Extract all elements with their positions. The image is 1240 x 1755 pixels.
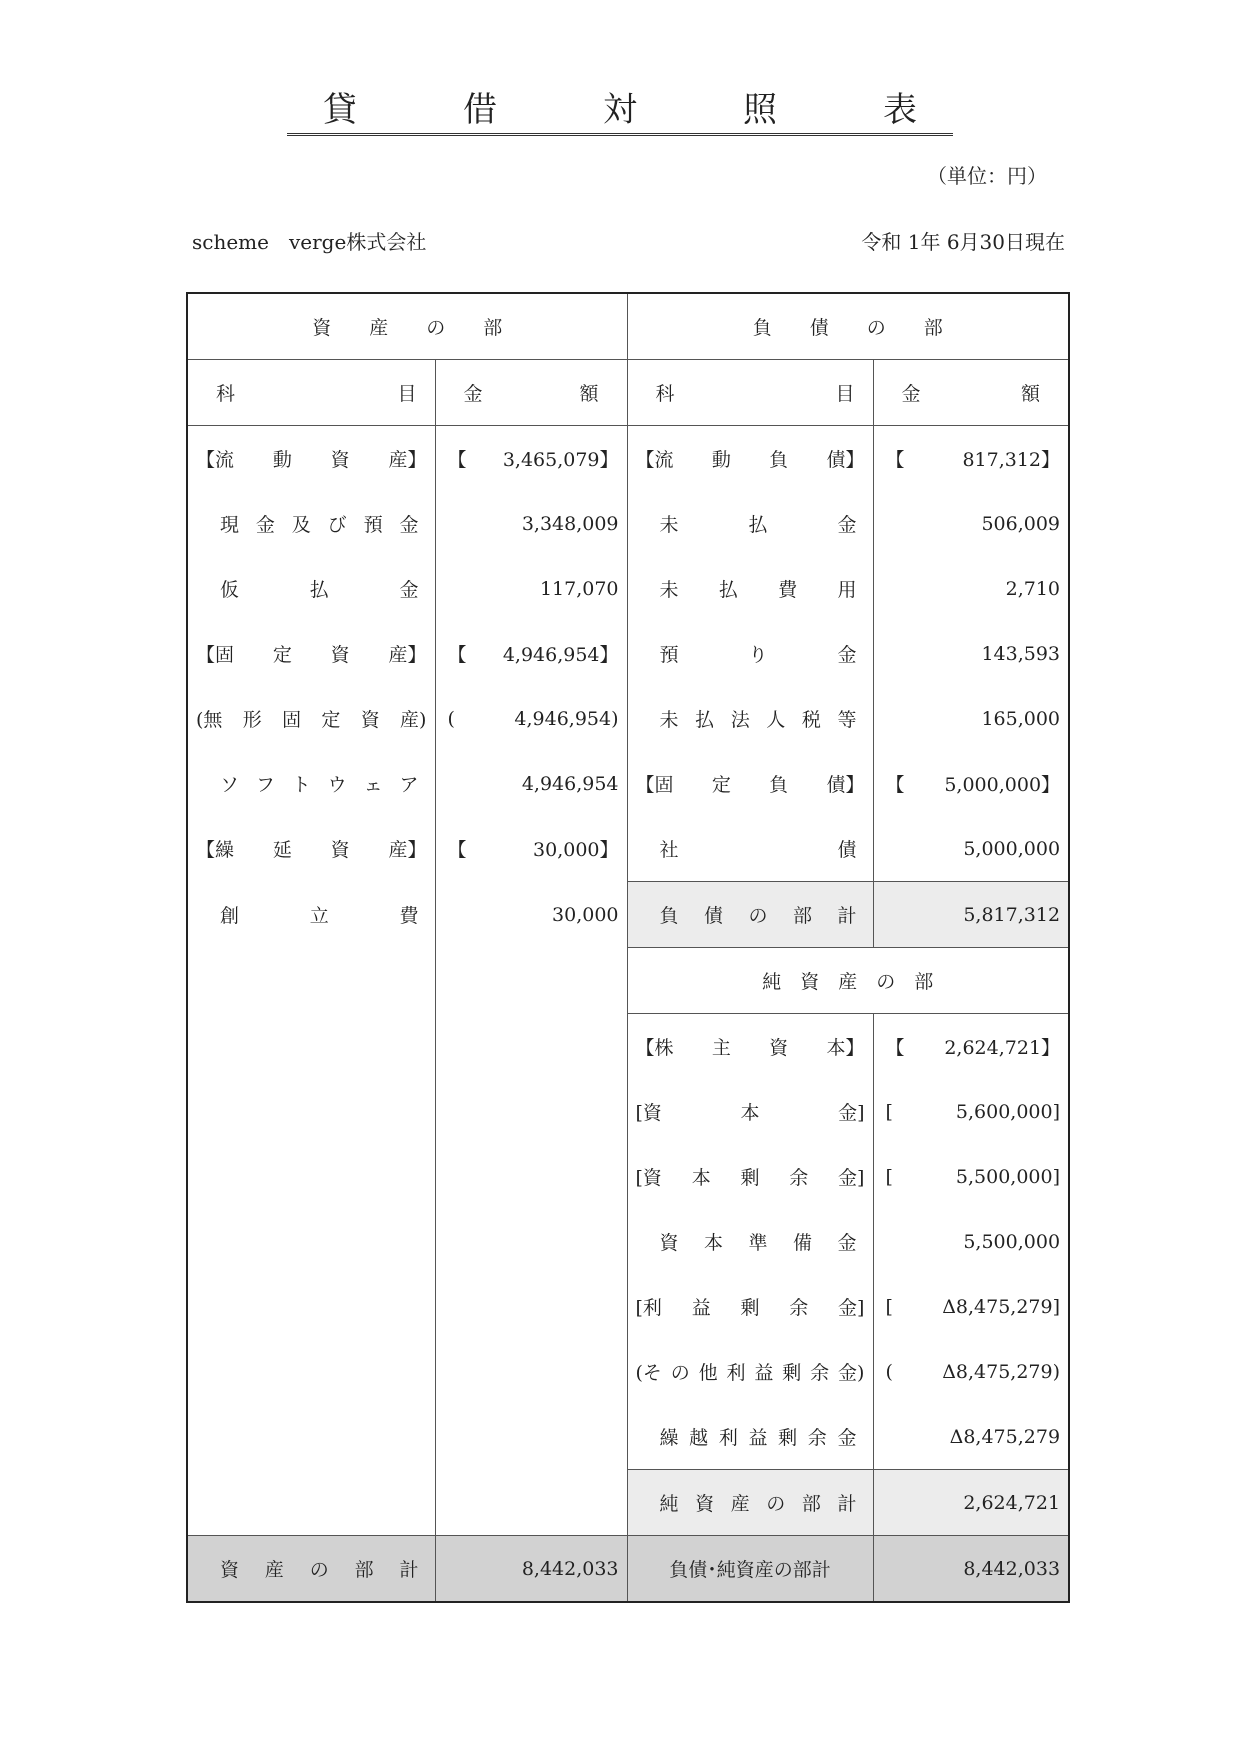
- table-row: [187, 1079, 1069, 1144]
- item-cell: [187, 621, 435, 686]
- empty-cell: [187, 1209, 435, 1274]
- empty-cell: [187, 1339, 435, 1404]
- label-char: 資: [330, 839, 350, 862]
- item-label: [660, 640, 857, 667]
- label-char: 金: [837, 1232, 857, 1254]
- bracket-open: 【: [447, 449, 467, 471]
- item-label: [220, 575, 419, 602]
- amount-cell: [873, 491, 1069, 556]
- empty-cell: [187, 948, 435, 1014]
- label-char: 剰: [782, 1362, 802, 1384]
- amount-cell: [435, 882, 627, 948]
- label-char: 動: [711, 449, 731, 471]
- label-char: 金: [901, 383, 921, 405]
- item-label: [464, 379, 599, 406]
- empty-cell: [187, 1404, 435, 1470]
- item-label: [196, 640, 427, 667]
- table-row: [187, 1470, 1069, 1536]
- item-cell: [627, 816, 873, 882]
- label-char: 余: [789, 1167, 809, 1189]
- item-label: [660, 1489, 857, 1516]
- amount-value: 5,500,000]: [955, 1165, 1061, 1188]
- item-label: [220, 901, 419, 928]
- label-char: 金: [399, 514, 419, 536]
- label-char: 剰: [740, 1167, 760, 1189]
- amount-cell: [873, 1274, 1069, 1339]
- amount-value: 30,000: [552, 903, 619, 926]
- label-char: 払: [309, 579, 329, 601]
- amount-cell: [873, 1339, 1069, 1404]
- label-char: 部: [354, 1559, 374, 1581]
- label-char: 産): [400, 709, 427, 731]
- label-char: び: [327, 514, 347, 536]
- amount-cell: [873, 621, 1069, 686]
- label-char: 金]: [838, 1102, 865, 1124]
- label-char: 費: [778, 579, 798, 601]
- amount-cell: [873, 1079, 1069, 1144]
- amount-cell: [873, 816, 1069, 882]
- label-char: 仮: [220, 579, 240, 601]
- label-char: 主: [711, 1037, 731, 1059]
- assets-total-label: [187, 1536, 435, 1603]
- bracket-open: [: [885, 1295, 893, 1318]
- empty-cell: [435, 1404, 627, 1470]
- label-char: ア: [399, 774, 419, 796]
- table-row: [187, 1404, 1069, 1470]
- amount-value: 4,946,954】: [502, 644, 619, 666]
- amount-value: Δ8,475,279: [949, 1425, 1061, 1448]
- item-cell: [187, 686, 435, 751]
- amount-value: 4,946,954): [514, 707, 619, 730]
- label-char: 産: [264, 1559, 284, 1581]
- amount-cell: [873, 556, 1069, 621]
- item-cell: [627, 1339, 873, 1404]
- bracket-open: 【: [447, 839, 467, 862]
- label-char: 科: [216, 383, 236, 405]
- label-char: 金]: [838, 1297, 865, 1319]
- amount-cell: [873, 1014, 1069, 1080]
- amount-value: 117,070: [539, 577, 619, 600]
- label-char: 部: [801, 1493, 821, 1515]
- label-char: 動: [272, 449, 292, 471]
- empty-cell: [435, 1014, 627, 1080]
- label-char: 負: [769, 449, 789, 471]
- table-row: [187, 686, 1069, 751]
- label-char: 費: [399, 905, 419, 927]
- amount-value: 2,624,721】: [944, 1037, 1061, 1059]
- empty-cell: [435, 1470, 627, 1536]
- item-label: [636, 1033, 865, 1060]
- amount-cell: [435, 751, 627, 816]
- label-char: 本: [691, 1167, 711, 1189]
- label-char: 額: [1021, 383, 1041, 405]
- liabilities-net-total-value: 8,442,033: [873, 1536, 1069, 1603]
- amount-value: 4,946,954: [521, 772, 619, 795]
- empty-cell: [435, 1274, 627, 1339]
- item-cell: [627, 882, 873, 948]
- amount-value: 2,624,721: [963, 1491, 1061, 1514]
- amount-value: 5,500,000: [963, 1230, 1061, 1253]
- amount-value: 30,000】: [533, 839, 619, 862]
- net-assets-section-header: 純 資 産 の 部: [627, 948, 1069, 1014]
- bracket-open: 【: [885, 1037, 905, 1059]
- item-label: [636, 1098, 865, 1125]
- item-cell: [627, 1079, 873, 1144]
- label-char: 純: [659, 1493, 679, 1515]
- amount-cell: [435, 491, 627, 556]
- label-char: 【流: [196, 449, 235, 471]
- item-column-header: [627, 360, 873, 426]
- liabilities-section-header: 負 債 の 部: [627, 293, 1069, 360]
- label-char: 金]: [838, 1167, 865, 1189]
- amount-cell: [435, 686, 627, 751]
- label-char: 剰: [740, 1297, 760, 1319]
- item-label: [636, 445, 865, 472]
- label-char: 部: [792, 905, 812, 927]
- item-label: [636, 770, 865, 797]
- label-char: [資: [635, 1167, 662, 1189]
- label-char: 計: [399, 1559, 419, 1581]
- company-name: scheme verge株式会社: [192, 230, 427, 254]
- item-cell: [627, 686, 873, 751]
- label-char: 剰: [778, 1427, 798, 1449]
- label-char: 利: [718, 1427, 738, 1449]
- label-char: ェ: [363, 774, 383, 796]
- label-char: 産】: [388, 839, 427, 862]
- empty-cell: [187, 1470, 435, 1536]
- label-char: 預: [659, 644, 679, 666]
- empty-cell: [187, 1079, 435, 1144]
- report-date: 令和 1年 6月30日現在: [861, 230, 1065, 254]
- empty-cell: [435, 1079, 627, 1144]
- amount-value: 817,312】: [962, 449, 1061, 471]
- item-cell: [627, 621, 873, 686]
- bracket-open: (: [447, 707, 455, 730]
- item-cell: [627, 556, 873, 621]
- label-char: 余: [810, 1362, 830, 1384]
- label-char: 固: [282, 709, 302, 731]
- empty-cell: [187, 1144, 435, 1209]
- item-label: [196, 445, 427, 472]
- label-char: 目: [397, 383, 417, 405]
- table-row: [187, 1144, 1069, 1209]
- label-char: 益: [754, 1362, 774, 1384]
- amount-value: 143,593: [981, 642, 1061, 665]
- item-cell: [627, 1014, 873, 1080]
- amount-value: 5,600,000]: [955, 1100, 1061, 1123]
- label-char: 払: [748, 514, 768, 536]
- label-char: [資: [635, 1102, 662, 1124]
- label-char: 払: [695, 709, 715, 731]
- label-char: 金: [399, 579, 419, 601]
- label-char: 資: [330, 644, 350, 666]
- amount-value: 5,817,312: [963, 903, 1061, 926]
- empty-cell: [435, 948, 627, 1014]
- amount-cell: [435, 621, 627, 686]
- item-cell: [627, 1209, 873, 1274]
- bracket-open: [: [885, 1100, 893, 1123]
- table-row: [187, 621, 1069, 686]
- empty-cell: [435, 1209, 627, 1274]
- label-char: 人: [766, 709, 786, 731]
- item-label: [636, 1163, 865, 1190]
- label-char: 負: [769, 774, 789, 796]
- table-row: [187, 1339, 1069, 1404]
- amount-value: 5,000,000: [963, 837, 1061, 860]
- item-label: [660, 1228, 857, 1255]
- bracket-open: 【: [885, 774, 905, 796]
- column-header-row: [187, 360, 1069, 426]
- label-char: の: [309, 1559, 329, 1581]
- label-char: (そ: [635, 1362, 662, 1384]
- amount-cell: [435, 426, 627, 492]
- table-row: [187, 882, 1069, 948]
- item-label: [220, 770, 419, 797]
- label-char: 【株: [635, 1037, 674, 1059]
- label-char: 債】: [826, 774, 865, 796]
- item-cell: [187, 556, 435, 621]
- amount-cell: [873, 426, 1069, 492]
- item-cell: [187, 751, 435, 816]
- item-cell: [627, 1470, 873, 1536]
- assets-section-header: 資 産 の 部: [187, 293, 627, 360]
- label-char: フ: [255, 774, 275, 796]
- label-char: の: [670, 1362, 690, 1384]
- amount-column-header: [435, 360, 627, 426]
- label-char: 本: [704, 1232, 724, 1254]
- table-row: [187, 751, 1069, 816]
- label-char: 繰: [659, 1427, 679, 1449]
- item-label: [660, 835, 857, 862]
- amount-cell: [435, 816, 627, 882]
- empty-cell: [435, 1144, 627, 1209]
- amount-cell: [873, 1209, 1069, 1274]
- assets-total-value: 8,442,033: [435, 1536, 627, 1603]
- label-char: 債: [704, 905, 724, 927]
- label-char: 計: [837, 905, 857, 927]
- label-char: 【固: [635, 774, 674, 796]
- label-char: 延: [272, 839, 292, 862]
- item-label: [196, 705, 427, 732]
- label-char: ト: [291, 774, 311, 796]
- empty-cell: [435, 1339, 627, 1404]
- label-char: 【繰: [196, 839, 235, 862]
- label-char: 創: [220, 905, 240, 927]
- label-char: (無: [196, 709, 223, 731]
- label-char: 未: [659, 514, 679, 536]
- item-label: [660, 510, 857, 537]
- label-char: 資: [330, 449, 350, 471]
- item-label: [216, 379, 417, 406]
- amount-cell: [435, 556, 627, 621]
- amount-cell: [873, 1404, 1069, 1470]
- label-char: 越: [689, 1427, 709, 1449]
- amount-value: Δ8,475,279]: [942, 1295, 1061, 1318]
- item-label: [636, 1293, 865, 1320]
- empty-cell: [187, 1274, 435, 1339]
- item-cell: [627, 751, 873, 816]
- label-char: 債】: [826, 449, 865, 471]
- label-char: 益: [748, 1427, 768, 1449]
- item-label: [636, 1358, 865, 1385]
- amount-cell: [873, 882, 1069, 948]
- label-char: 余: [789, 1297, 809, 1319]
- label-char: 目: [835, 383, 855, 405]
- label-char: 立: [309, 905, 329, 927]
- label-char: 【流: [635, 449, 674, 471]
- label-char: 払: [718, 579, 738, 601]
- item-label: [660, 901, 857, 928]
- label-char: ウ: [327, 774, 347, 796]
- item-cell: [627, 1274, 873, 1339]
- amount-column-header: [873, 360, 1069, 426]
- label-char: り: [748, 644, 768, 666]
- label-char: 定: [321, 709, 341, 731]
- label-char: 税: [801, 709, 821, 731]
- table-row: [187, 556, 1069, 621]
- table-row: [187, 948, 1069, 1014]
- label-char: 余: [807, 1427, 827, 1449]
- label-char: 【固: [196, 644, 235, 666]
- item-label: [196, 835, 427, 862]
- item-cell: [187, 426, 435, 492]
- table-row: [187, 491, 1069, 556]
- item-label: [220, 1555, 419, 1582]
- item-label: [656, 379, 855, 406]
- amount-value: 5,000,000】: [944, 774, 1061, 796]
- table-row: [187, 1014, 1069, 1080]
- label-char: 未: [659, 709, 679, 731]
- document-title: 貸 借 対 照 表: [0, 82, 1240, 136]
- label-char: 利: [726, 1362, 746, 1384]
- table-row: [187, 426, 1069, 492]
- label-char: 産: [730, 1493, 750, 1515]
- label-char: 産】: [388, 644, 427, 666]
- item-cell: [187, 491, 435, 556]
- item-label: [660, 1423, 857, 1450]
- label-char: 本: [740, 1102, 760, 1124]
- bracket-open: (: [885, 1360, 893, 1383]
- item-cell: [627, 426, 873, 492]
- table-row: [187, 1209, 1069, 1274]
- item-column-header: [187, 360, 435, 426]
- amount-cell: [873, 1144, 1069, 1209]
- amount-cell: [873, 1470, 1069, 1536]
- label-char: 定: [711, 774, 731, 796]
- amount-value: 3,348,009: [521, 512, 619, 535]
- label-char: ソ: [220, 774, 240, 796]
- label-char: 資: [769, 1037, 789, 1059]
- unit-note: （単位：円）: [927, 164, 1047, 188]
- label-char: 資: [220, 1559, 240, 1581]
- item-label: [660, 575, 857, 602]
- empty-cell: [187, 1014, 435, 1080]
- label-char: 未: [659, 579, 679, 601]
- label-char: の: [766, 1493, 786, 1515]
- label-char: 預: [363, 514, 383, 536]
- label-char: 金: [837, 514, 857, 536]
- label-char: 備: [792, 1232, 812, 1254]
- label-char: 本】: [826, 1037, 865, 1059]
- balance-sheet-table: [186, 292, 1070, 1603]
- label-char: 債: [837, 839, 857, 861]
- label-char: 他: [698, 1362, 718, 1384]
- liabilities-net-total-label: 負債･純資産の部計: [627, 1536, 873, 1603]
- item-label: [660, 705, 857, 732]
- label-char: 金: [463, 383, 483, 405]
- section-header-row: [187, 293, 1069, 360]
- label-char: 産】: [388, 449, 427, 471]
- label-char: 形: [242, 709, 262, 731]
- item-cell: [627, 491, 873, 556]
- amount-cell: [873, 686, 1069, 751]
- amount-value: 3,465,079】: [502, 449, 619, 471]
- label-char: 現: [220, 514, 240, 536]
- item-cell: [187, 816, 435, 882]
- label-char: 準: [748, 1232, 768, 1254]
- table-row: [187, 1274, 1069, 1339]
- label-char: 科: [655, 383, 675, 405]
- item-cell: [627, 1144, 873, 1209]
- item-cell: [187, 882, 435, 948]
- label-char: 法: [730, 709, 750, 731]
- label-char: 資: [695, 1493, 715, 1515]
- label-char: 計: [837, 1493, 857, 1515]
- label-char: の: [748, 905, 768, 927]
- totals-row: [187, 1536, 1069, 1603]
- label-char: 金: [837, 1427, 857, 1449]
- label-char: 定: [272, 644, 292, 666]
- amount-value: 165,000: [981, 707, 1061, 730]
- label-char: 社: [659, 839, 679, 861]
- bracket-open: 【: [885, 449, 905, 471]
- label-char: 額: [579, 383, 599, 405]
- label-char: 金: [255, 514, 275, 536]
- label-char: 益: [691, 1297, 711, 1319]
- label-char: 資: [659, 1232, 679, 1254]
- label-char: [利: [635, 1297, 662, 1319]
- amount-value: Δ8,475,279): [942, 1360, 1061, 1383]
- item-label: [902, 379, 1041, 406]
- label-char: 等: [837, 709, 857, 731]
- label-char: 資: [360, 709, 380, 731]
- label-char: 及: [291, 514, 311, 536]
- amount-value: 2,710: [1005, 577, 1061, 600]
- item-cell: [627, 1404, 873, 1470]
- table-row: [187, 816, 1069, 882]
- bracket-open: 【: [447, 644, 467, 666]
- label-char: 負: [659, 905, 679, 927]
- label-char: 用: [837, 579, 857, 601]
- label-char: 金: [837, 644, 857, 666]
- bracket-open: [: [885, 1165, 893, 1188]
- item-label: [220, 510, 419, 537]
- label-char: 金): [838, 1362, 865, 1384]
- amount-cell: [873, 751, 1069, 816]
- amount-value: 506,009: [981, 512, 1061, 535]
